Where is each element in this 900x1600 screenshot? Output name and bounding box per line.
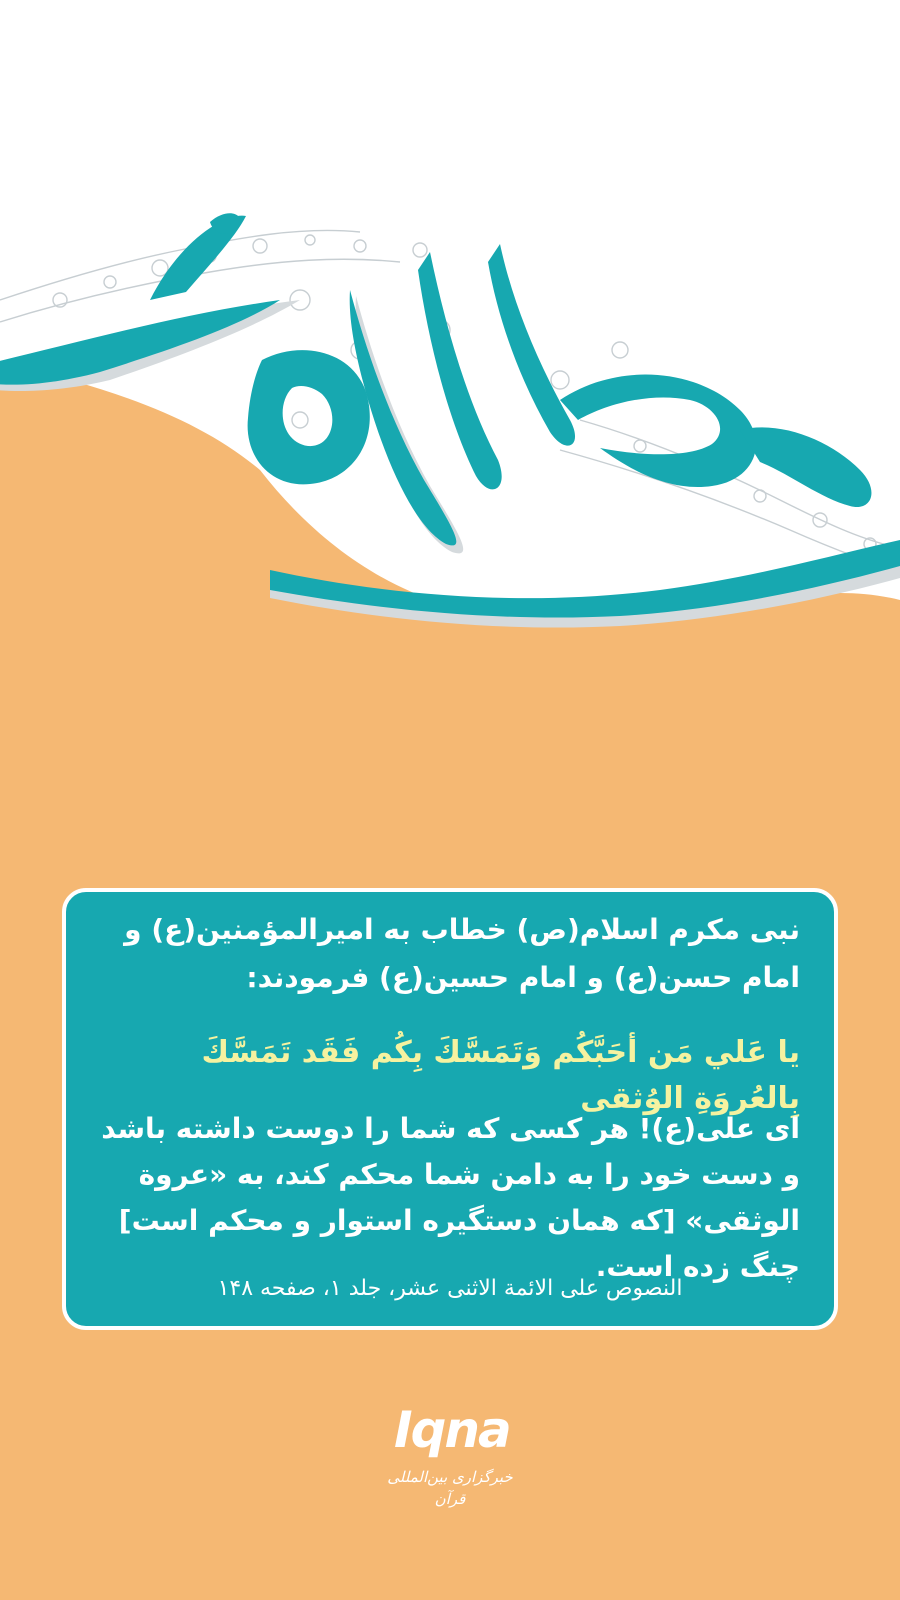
hadith-source: النصوص علی الائمة الاثنی عشر، جلد ۱، صفحه ۱۴۸ <box>217 1276 683 1301</box>
logo-latin-text: Iqna <box>394 1401 510 1459</box>
hadith-translation: ای علی(ع)! هر کسی که شما را دوست داشته باشد و دست خود را به دامن شما محکم کند، به «عروة الوثقی» [که همان دستگیره استوار و محکم است] چنگ زده است. <box>101 1112 800 1283</box>
hadith-card <box>62 888 838 1330</box>
hadith-intro: نبی مکرم اسلام(ص) خطاب به امیرالمؤمنین(ع) و امام حسن(ع) و امام حسین(ع) فرمودند: <box>124 913 800 994</box>
iqna-logo <box>380 1400 520 1520</box>
hadith-arabic: یا عَلي مَن أحَبَّكُم وَتَمَسَّكَ بِكُم فَقَد تَمَسَّكَ بِالعُروَةِ الوُثقی <box>201 1035 800 1116</box>
logo-persian-text: خبرگزاری بین‌المللی قرآن <box>387 1468 513 1508</box>
